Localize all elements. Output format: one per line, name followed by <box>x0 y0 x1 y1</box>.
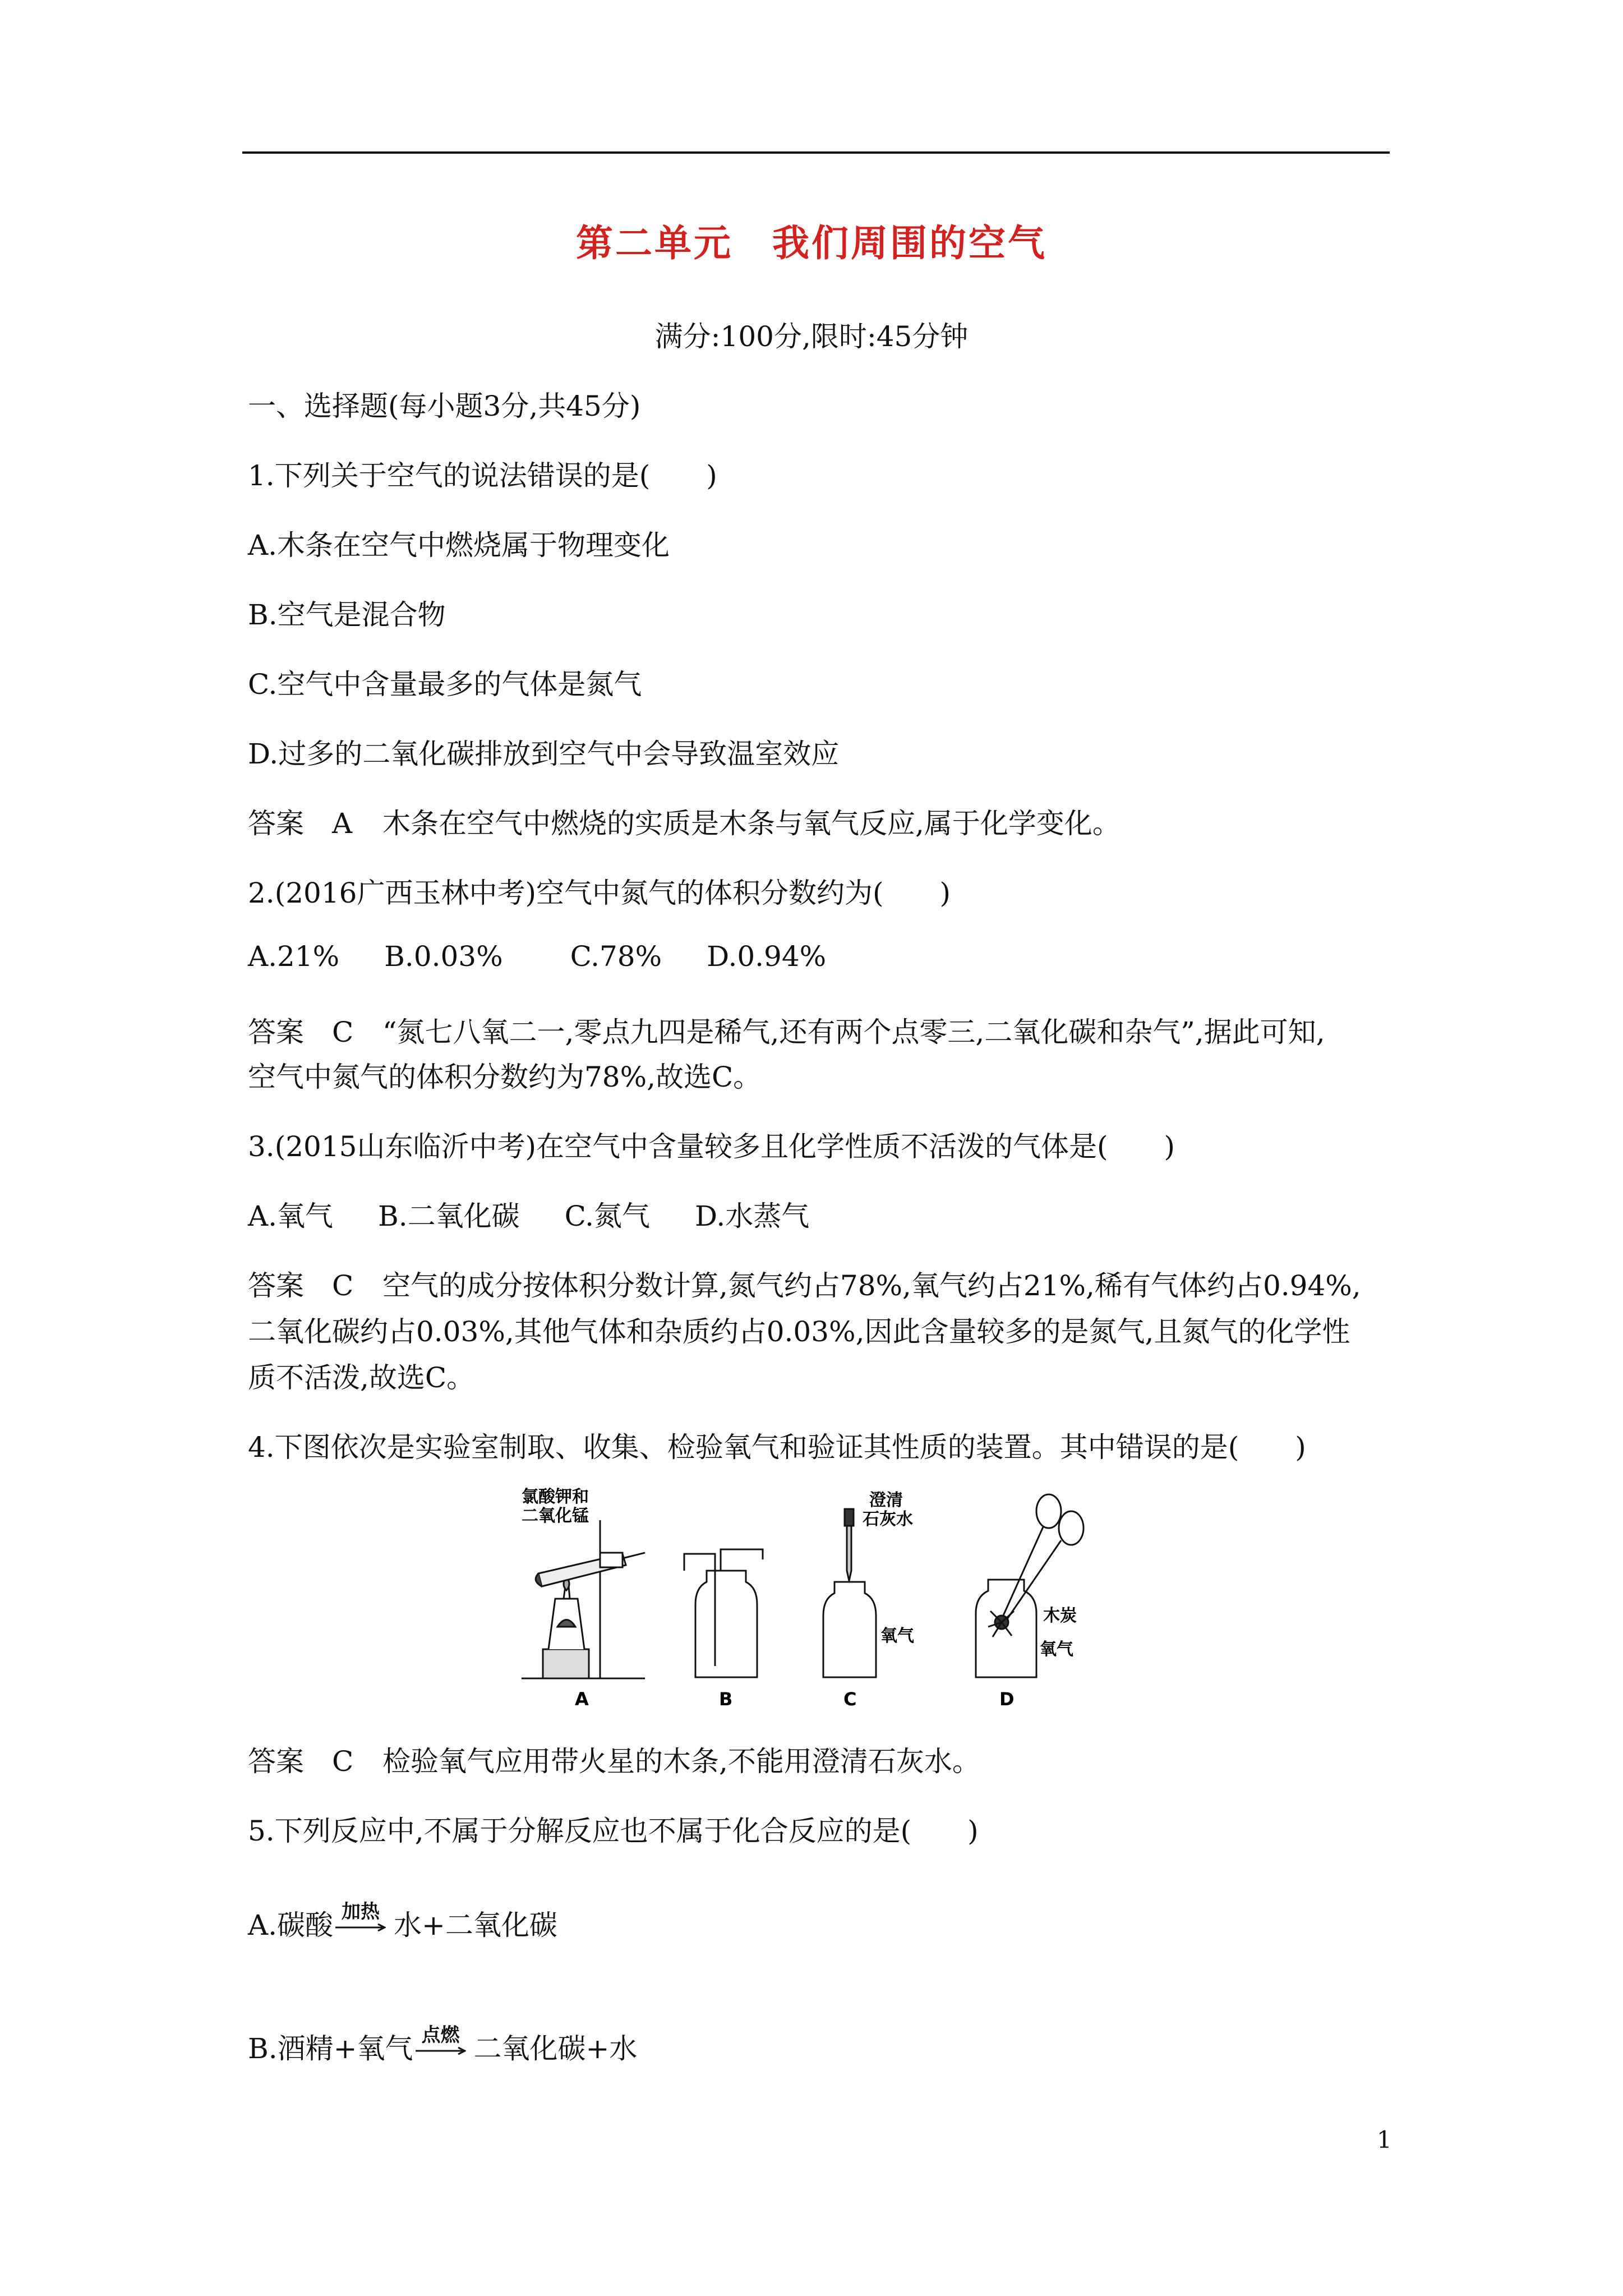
apparatus-diagram <box>516 1487 1122 1711</box>
question-3-options <box>248 1194 854 1234</box>
arrow-icon <box>335 1924 386 1931</box>
equation-a-product: 水+二氧化碳 <box>394 1909 557 1941</box>
answer-explanation: 检验氧气应用带火星的木条,不能用澄清石灰水。 <box>382 1745 980 1778</box>
lab-apparatus-figure <box>516 1487 1122 1713</box>
answer-letter: C <box>332 1269 354 1302</box>
question-2-answer-cont: 空气中氮气的体积分数约为78%,故选C。 <box>248 1061 762 1093</box>
answer-label: 答案 <box>248 1016 304 1048</box>
oxygen-label-c: 氧气 <box>880 1626 914 1646</box>
section-heading: 一、选择题(每小题3分,共45分) <box>248 390 641 422</box>
question-5-option-b <box>248 2026 637 2067</box>
arrow-icon <box>416 2047 466 2055</box>
answer-explanation: 空气的成分按体积分数计算,氮气约占78%,氧气约占21%,稀有气体约占0.94%, <box>382 1269 1361 1302</box>
answer-letter: A <box>332 807 353 840</box>
equation-a-arrow <box>335 1901 386 1931</box>
question-2-option-d: D.0.94% <box>707 940 827 973</box>
answer-label: 答案 <box>248 1745 304 1778</box>
oxygen-label-d: 氧气 <box>1040 1640 1073 1659</box>
limewater-label-1: 澄清 <box>869 1490 903 1510</box>
panel-label-c: C <box>843 1688 857 1710</box>
panel-label-d: D <box>999 1688 1015 1710</box>
answer-letter: C <box>332 1745 354 1778</box>
limewater-label-2: 石灰水 <box>863 1510 913 1529</box>
equation-b-reactant: B.酒精+氧气 <box>248 2032 413 2065</box>
question-3-answer-cont-2: 质不活泼,故选C。 <box>248 1361 475 1394</box>
question-1-stem: 1.下列关于空气的说法错误的是( ) <box>248 459 717 492</box>
page-number: 1 <box>1377 2126 1392 2154</box>
question-3-stem: 3.(2015山东临沂中考)在空气中含量较多且化学性质不活泼的气体是( ) <box>248 1130 1175 1163</box>
question-1-option-a: A.木条在空气中燃烧属于物理变化 <box>248 529 670 562</box>
equation-b-arrow <box>416 2024 466 2055</box>
question-1-option-c: C.空气中含量最多的气体是氮气 <box>248 668 642 701</box>
answer-label: 答案 <box>248 1269 304 1302</box>
question-1-answer <box>248 801 1121 841</box>
header-rule <box>242 151 1390 154</box>
answer-letter: C <box>332 1016 354 1048</box>
charcoal-label: 木炭 <box>1043 1606 1077 1626</box>
question-4-stem: 4.下图依次是实验室制取、收集、检验氧气和验证其性质的装置。其中错误的是( ) <box>248 1431 1306 1464</box>
question-2-options <box>248 940 871 973</box>
question-2-option-c: C.78% <box>570 940 662 973</box>
question-3-option-b: B.二氧化碳 <box>378 1200 520 1232</box>
answer-explanation: 木条在空气中燃烧的实质是木条与氧气反应,属于化学变化。 <box>382 807 1121 840</box>
question-3-option-d: D.水蒸气 <box>695 1200 810 1232</box>
question-1-option-b: B.空气是混合物 <box>248 599 446 631</box>
question-3-option-a: A.氧气 <box>248 1200 334 1232</box>
reagent-label-1: 氯酸钾和 <box>522 1487 589 1507</box>
question-2-option-a: A.21% <box>248 940 340 973</box>
reagent-label-2: 二氧化锰 <box>522 1506 589 1526</box>
page-title: 第二单元 我们周围的空气 <box>576 222 1047 265</box>
question-5-option-a <box>248 1903 557 1943</box>
question-5-stem: 5.下列反应中,不属于分解反应也不属于化合反应的是( ) <box>248 1815 979 1847</box>
question-1-option-d: D.过多的二氧化碳排放到空气中会导致温室效应 <box>248 738 840 770</box>
equation-a-condition: 加热 <box>342 1901 380 1923</box>
equation-b-condition: 点燃 <box>421 2024 460 2046</box>
question-4-answer <box>248 1739 980 1779</box>
question-2-option-b: B.0.03% <box>384 940 503 973</box>
equation-b-product: 二氧化碳+水 <box>473 2032 638 2065</box>
answer-explanation: “氮七八氧二一,零点九四是稀气,还有两个点零三,二氧化碳和杂气”,据此可知, <box>382 1016 1325 1048</box>
question-2-stem: 2.(2016广西玉林中考)空气中氮气的体积分数约为( ) <box>248 877 951 909</box>
panel-label-a: A <box>575 1688 589 1710</box>
page-subtitle: 满分:100分,限时:45分钟 <box>654 320 969 353</box>
question-2-answer <box>248 1010 1325 1050</box>
panel-label-b: B <box>719 1688 733 1710</box>
question-3-answer-cont-1: 二氧化碳约占0.03%,其他气体和杂质约占0.03%,因此含量较多的是氮气,且氮气的化学性 <box>248 1315 1350 1348</box>
question-3-option-c: C.氮气 <box>564 1200 651 1232</box>
answer-label: 答案 <box>248 807 304 840</box>
equation-a-reactant: A.碳酸 <box>248 1909 334 1941</box>
question-3-answer <box>248 1263 1361 1304</box>
